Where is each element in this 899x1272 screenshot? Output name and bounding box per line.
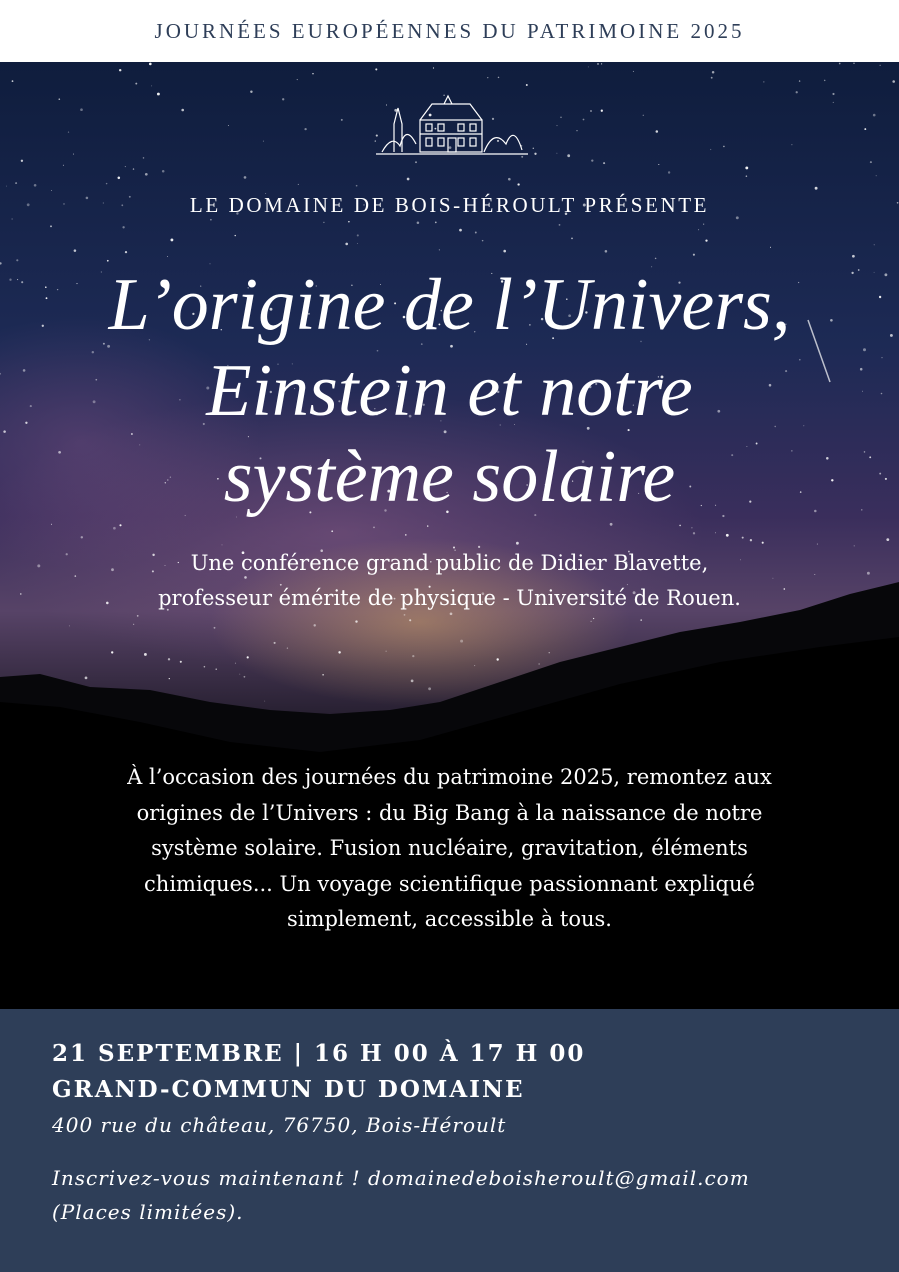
night-sky-hero (0, 62, 899, 1009)
top-banner (0, 0, 899, 62)
registration-line: Inscrivez-vous maintenant ! domainedeboisheroult@gmail.com (52, 1166, 750, 1190)
title-line: Einstein et notre (206, 350, 693, 432)
title-line: système solaire (223, 436, 676, 518)
event-address: 400 rue du château, 76750, Bois-Héroult (52, 1113, 507, 1137)
event-info-panel (0, 1009, 899, 1272)
presenter-line: LE DOMAINE DE BOIS-HÉROULT PRÉSENTE (189, 193, 710, 217)
event-venue: GRAND-COMMUN DU DOMAINE (52, 1076, 525, 1103)
banner-text: JOURNÉES EUROPÉENNES DU PATRIMOINE 2025 (154, 18, 745, 43)
description-line: simplement, accessible à tous. (287, 907, 612, 931)
event-date-time: 21 SEPTEMBRE | 16 H 00 À 17 H 00 (52, 1040, 586, 1067)
registration-limited: (Places limitées). (52, 1200, 244, 1224)
event-description (60, 760, 839, 938)
description-line: origines de l’Univers : du Big Bang à la naissance de notre (136, 800, 763, 825)
description-line: À l’occasion des journées du patrimoine 2025, remontez aux (127, 765, 772, 789)
description-line: chimiques... Un voyage scientifique passionnant expliqué (144, 871, 755, 896)
speaker-subtitle (0, 546, 899, 616)
page-title (0, 262, 899, 520)
chateau-engraving-icon (372, 94, 532, 162)
subtitle-line: Une conférence grand public de Didier Blavette, (190, 551, 709, 575)
title-line: L’origine de l’Univers, (108, 264, 791, 346)
registration-note (52, 1161, 852, 1229)
subtitle-line: professeur émérite de physique - Université de Rouen. (158, 586, 741, 610)
description-line: système solaire. Fusion nucléaire, gravitation, éléments (151, 836, 748, 860)
